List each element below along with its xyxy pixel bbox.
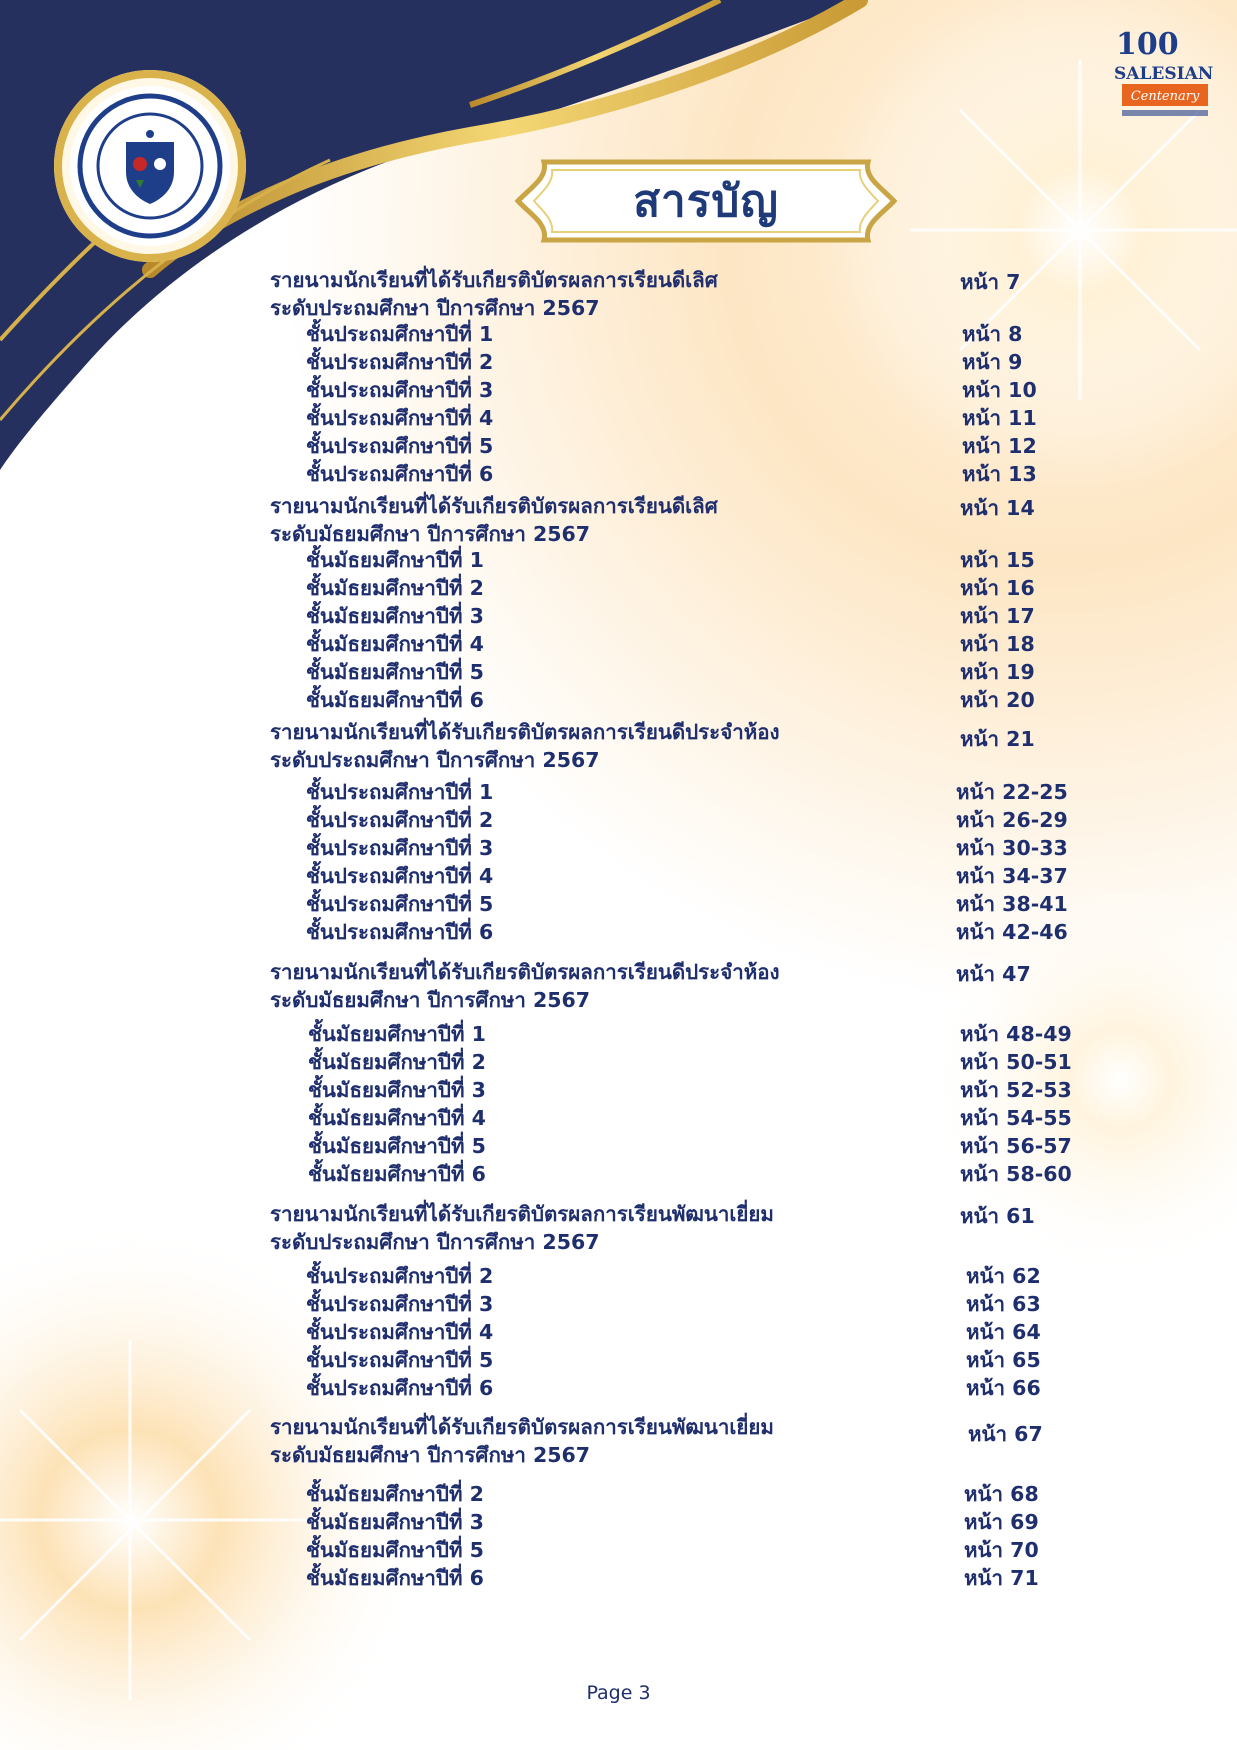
toc-section-page: หน้า 47 xyxy=(956,962,1031,986)
toc-item[interactable]: ชั้นประถมศึกษาปีที่ 4 xyxy=(306,864,494,888)
toc-item-page: หน้า 9 xyxy=(962,350,1023,374)
toc-item[interactable]: ชั้นมัธยมศึกษาปีที่ 1 xyxy=(308,1022,486,1046)
toc-item-page: หน้า 71 xyxy=(964,1566,1039,1590)
toc-item-page: หน้า 62 xyxy=(966,1264,1041,1288)
toc-item-page: หน้า 69 xyxy=(964,1510,1039,1534)
toc-section-title[interactable]: รายนามนักเรียนที่ได้รับเกียรติบัตรผลการเรียนดีประจำห้อง xyxy=(270,720,780,744)
toc-item[interactable]: ชั้นมัธยมศึกษาปีที่ 2 xyxy=(308,1050,486,1074)
toc-item-page: หน้า 52-53 xyxy=(960,1078,1072,1102)
toc-item[interactable]: ชั้นประถมศึกษาปีที่ 6 xyxy=(306,1376,494,1400)
toc-item[interactable]: ชั้นประถมศึกษาปีที่ 5 xyxy=(306,434,494,458)
toc-item-page: หน้า 68 xyxy=(964,1482,1039,1506)
toc-section-page: หน้า 61 xyxy=(960,1204,1035,1228)
toc-item-page: หน้า 42-46 xyxy=(956,920,1068,944)
toc-item[interactable]: ชั้นมัธยมศึกษาปีที่ 3 xyxy=(308,1078,486,1102)
toc-item[interactable]: ชั้นประถมศึกษาปีที่ 6 xyxy=(306,920,494,944)
svg-text:SALESIAN: SALESIAN xyxy=(1114,64,1214,84)
toc-section-page: หน้า 67 xyxy=(968,1422,1043,1446)
toc-item-page: หน้า 65 xyxy=(966,1348,1041,1372)
toc-section-page: หน้า 21 xyxy=(960,727,1035,751)
toc-item[interactable]: ชั้นมัธยมศึกษาปีที่ 2 xyxy=(306,1482,484,1506)
toc-item-page: หน้า 54-55 xyxy=(960,1106,1072,1130)
toc-item[interactable]: ชั้นประถมศึกษาปีที่ 3 xyxy=(306,836,494,860)
toc-item[interactable]: ชั้นมัธยมศึกษาปีที่ 2 xyxy=(306,576,484,600)
toc-section-subtitle: ระดับประถมศึกษา ปีการศึกษา 2567 xyxy=(270,296,600,320)
toc-section-subtitle: ระดับประถมศึกษา ปีการศึกษา 2567 xyxy=(270,1230,600,1254)
toc-item-page: หน้า 22-25 xyxy=(956,780,1068,804)
toc-item-page: หน้า 56-57 xyxy=(960,1134,1072,1158)
toc-item-page: หน้า 10 xyxy=(962,378,1037,402)
toc-item[interactable]: ชั้นประถมศึกษาปีที่ 2 xyxy=(306,350,494,374)
toc-item[interactable]: ชั้นประถมศึกษาปีที่ 6 xyxy=(306,462,494,486)
page-number: Page 3 xyxy=(586,1682,651,1704)
toc-item-page: หน้า 26-29 xyxy=(956,808,1068,832)
toc-item[interactable]: ชั้นประถมศึกษาปีที่ 4 xyxy=(306,406,494,430)
toc-item-page: หน้า 12 xyxy=(962,434,1037,458)
toc-section-page: หน้า 14 xyxy=(960,496,1035,520)
toc-item[interactable]: ชั้นประถมศึกษาปีที่ 1 xyxy=(306,322,494,346)
toc-item-page: หน้า 66 xyxy=(966,1376,1041,1400)
toc-item-page: หน้า 30-33 xyxy=(956,836,1068,860)
toc-item[interactable]: ชั้นมัธยมศึกษาปีที่ 5 xyxy=(306,1538,484,1562)
toc-item[interactable]: ชั้นมัธยมศึกษาปีที่ 3 xyxy=(306,604,484,628)
toc-item[interactable]: ชั้นประถมศึกษาปีที่ 3 xyxy=(306,378,494,402)
toc-item-page: หน้า 16 xyxy=(960,576,1035,600)
toc-item-page: หน้า 50-51 xyxy=(960,1050,1072,1074)
toc-item-page: หน้า 58-60 xyxy=(960,1162,1072,1186)
toc-item[interactable]: ชั้นมัธยมศึกษาปีที่ 4 xyxy=(308,1106,486,1130)
toc-item-page: หน้า 19 xyxy=(960,660,1035,684)
toc-item[interactable]: ชั้นประถมศึกษาปีที่ 3 xyxy=(306,1292,494,1316)
page-title: สารบัญ xyxy=(633,176,779,227)
toc-item-page: หน้า 63 xyxy=(966,1292,1041,1316)
svg-text:100: 100 xyxy=(1116,27,1179,62)
toc-item-page: หน้า 70 xyxy=(964,1538,1039,1562)
toc-section-subtitle: ระดับมัธยมศึกษา ปีการศึกษา 2567 xyxy=(270,988,591,1012)
toc-item[interactable]: ชั้นมัธยมศึกษาปีที่ 1 xyxy=(306,548,484,572)
svg-text:Centenary: Centenary xyxy=(1130,89,1200,104)
toc-item[interactable]: ชั้นมัธยมศึกษาปีที่ 6 xyxy=(308,1162,486,1186)
toc-section-subtitle: ระดับมัธยมศึกษา ปีการศึกษา 2567 xyxy=(270,1443,591,1467)
toc-item-page: หน้า 17 xyxy=(960,604,1035,628)
toc-item[interactable]: ชั้นประถมศึกษาปีที่ 1 xyxy=(306,780,494,804)
toc-item-page: หน้า 38-41 xyxy=(956,892,1068,916)
toc-item-page: หน้า 11 xyxy=(962,406,1037,430)
toc-item[interactable]: ชั้นมัธยมศึกษาปีที่ 5 xyxy=(308,1134,486,1158)
toc-item[interactable]: ชั้นมัธยมศึกษาปีที่ 3 xyxy=(306,1510,484,1534)
toc-item[interactable]: ชั้นมัธยมศึกษาปีที่ 5 xyxy=(306,660,484,684)
toc-section-title[interactable]: รายนามนักเรียนที่ได้รับเกียรติบัตรผลการเรียนพัฒนาเยี่ยม xyxy=(270,1415,774,1439)
toc-item-page: หน้า 48-49 xyxy=(960,1022,1072,1046)
toc-section-title[interactable]: รายนามนักเรียนที่ได้รับเกียรติบัตรผลการเรียนพัฒนาเยี่ยม xyxy=(270,1202,774,1226)
toc-item-page: หน้า 8 xyxy=(962,322,1023,346)
toc-item[interactable]: ชั้นประถมศึกษาปีที่ 2 xyxy=(306,808,494,832)
toc-section-page: หน้า 7 xyxy=(960,270,1021,294)
toc-section-subtitle: ระดับมัธยมศึกษา ปีการศึกษา 2567 xyxy=(270,522,591,546)
toc-item[interactable]: ชั้นมัธยมศึกษาปีที่ 4 xyxy=(306,632,484,656)
toc-item-page: หน้า 34-37 xyxy=(956,864,1068,888)
toc-item[interactable]: ชั้นมัธยมศึกษาปีที่ 6 xyxy=(306,1566,484,1590)
toc-item-page: หน้า 18 xyxy=(960,632,1035,656)
toc-section-title[interactable]: รายนามนักเรียนที่ได้รับเกียรติบัตรผลการเรียนดีเลิศ xyxy=(270,494,718,518)
toc-item[interactable]: ชั้นประถมศึกษาปีที่ 5 xyxy=(306,892,494,916)
toc-item[interactable]: ชั้นมัธยมศึกษาปีที่ 6 xyxy=(306,688,484,712)
toc-section-subtitle: ระดับประถมศึกษา ปีการศึกษา 2567 xyxy=(270,748,600,772)
toc-item-page: หน้า 20 xyxy=(960,688,1035,712)
toc-item-page: หน้า 64 xyxy=(966,1320,1041,1344)
toc-item-page: หน้า 15 xyxy=(960,548,1035,572)
toc-item-page: หน้า 13 xyxy=(962,462,1037,486)
toc-item[interactable]: ชั้นประถมศึกษาปีที่ 4 xyxy=(306,1320,494,1344)
toc-section-title[interactable]: รายนามนักเรียนที่ได้รับเกียรติบัตรผลการเรียนดีประจำห้อง xyxy=(270,960,780,984)
toc-section-title[interactable]: รายนามนักเรียนที่ได้รับเกียรติบัตรผลการเรียนดีเลิศ xyxy=(270,268,718,292)
toc-item[interactable]: ชั้นประถมศึกษาปีที่ 5 xyxy=(306,1348,494,1372)
toc-item[interactable]: ชั้นประถมศึกษาปีที่ 2 xyxy=(306,1264,494,1288)
